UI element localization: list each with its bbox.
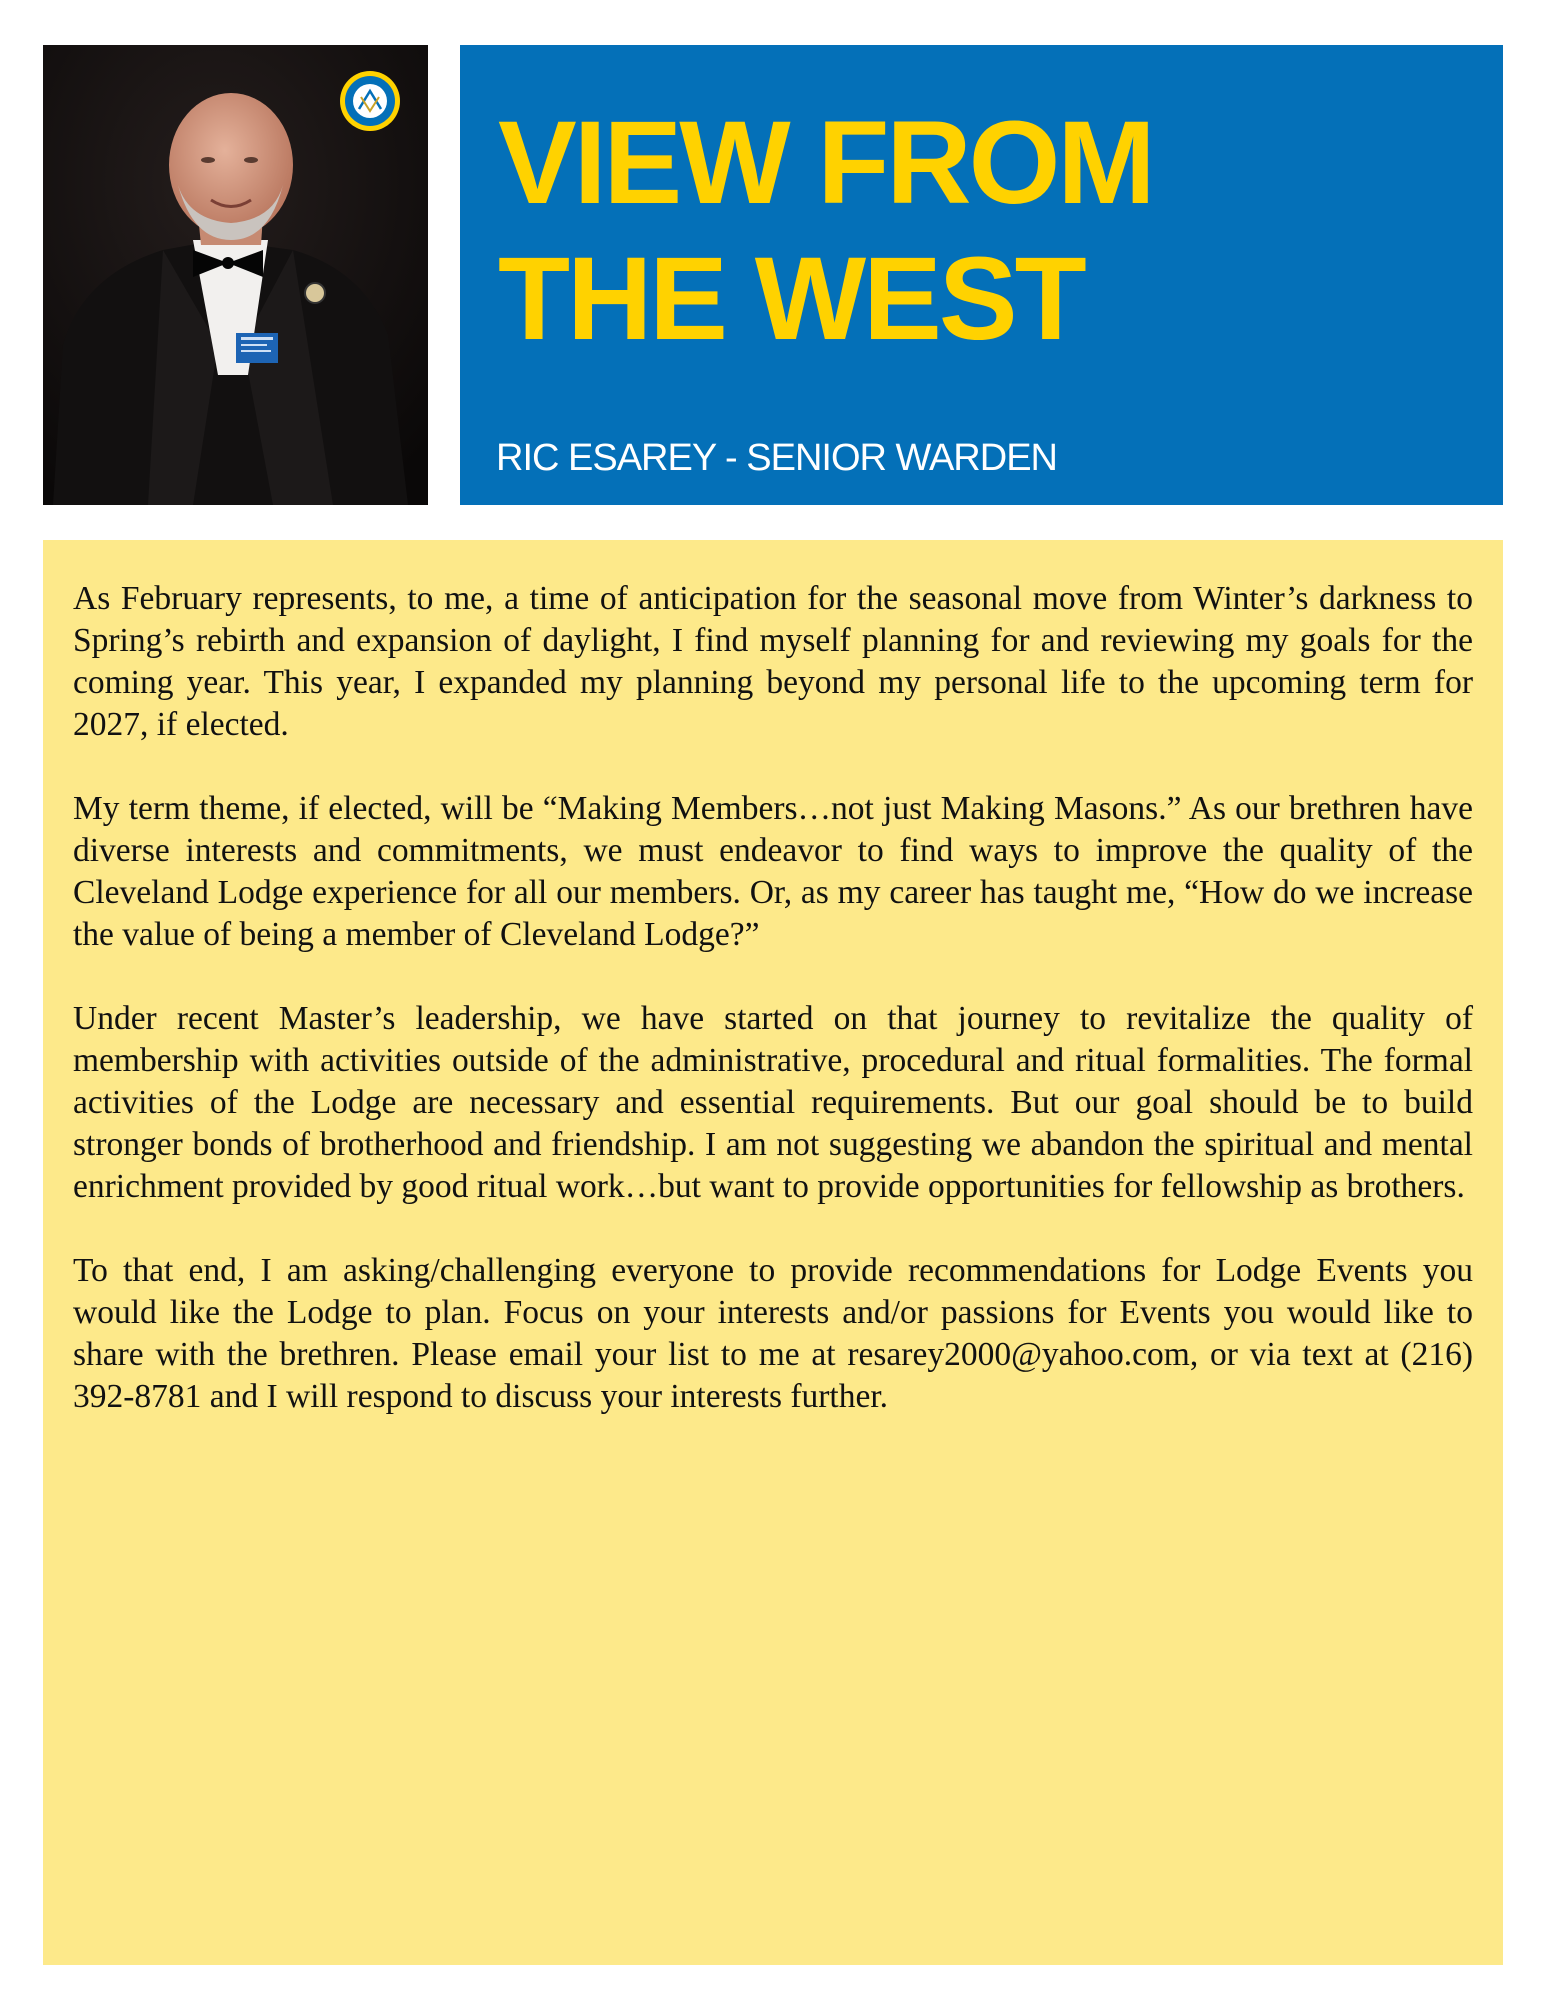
title-banner [460, 45, 1503, 505]
article-body [43, 540, 1503, 1965]
article-paragraph-1: As February represents, to me, a time of anticipation for the seasonal move from Winter’s darkness to Spring’s rebirth and expansion of daylight, I find myself planning for and reviewing my goals for the coming year. This year, I expanded my planning beyond my personal life to the upcoming term for 2027, if elected. [73, 580, 1473, 743]
author-portrait-image [43, 45, 428, 505]
page-title-line-2: THE WEST [498, 233, 1084, 365]
page-title-line-1: VIEW FROM [498, 97, 1153, 229]
article-paragraph-2: My term theme, if elected, will be “Making Members…not just Making Masons.” As our brethren have diverse interests and commitments, we must endeavor to find ways to improve the quality of the Cleveland Lodge experience for all our members. Or, as my career has taught me, “How do we increase the value of being a member of Cleveland Lodge?” [73, 790, 1473, 953]
article-paragraph-3: Under recent Master’s leadership, we have started on that journey to revitalize the quality of membership with activities outside of the administrative, procedural and ritual formalities. The formal activities of the Lodge are necessary and essential requirements. But our goal should be to build stronger bonds of brotherhood and friendship. I am not suggesting we abandon the spiritual and mental enrichment provided by good ritual work…but want to provide opportunities for fellowship as brothers. [73, 1000, 1473, 1205]
author-byline: RIC ESAREY - SENIOR WARDEN [496, 437, 1057, 479]
article-paragraph-4: To that end, I am asking/challenging everyone to provide recommendations for Lodge Events you would like the Lodge to plan. Focus on your interests and/or passions for Events you would like to share with the brethren. Please email your list to me at resarey2000@yahoo.com, or via text at (216) 392-8781 and I will respond to discuss your interests further. [73, 1252, 1473, 1415]
page-title [498, 95, 1153, 367]
author-photo [43, 45, 428, 505]
